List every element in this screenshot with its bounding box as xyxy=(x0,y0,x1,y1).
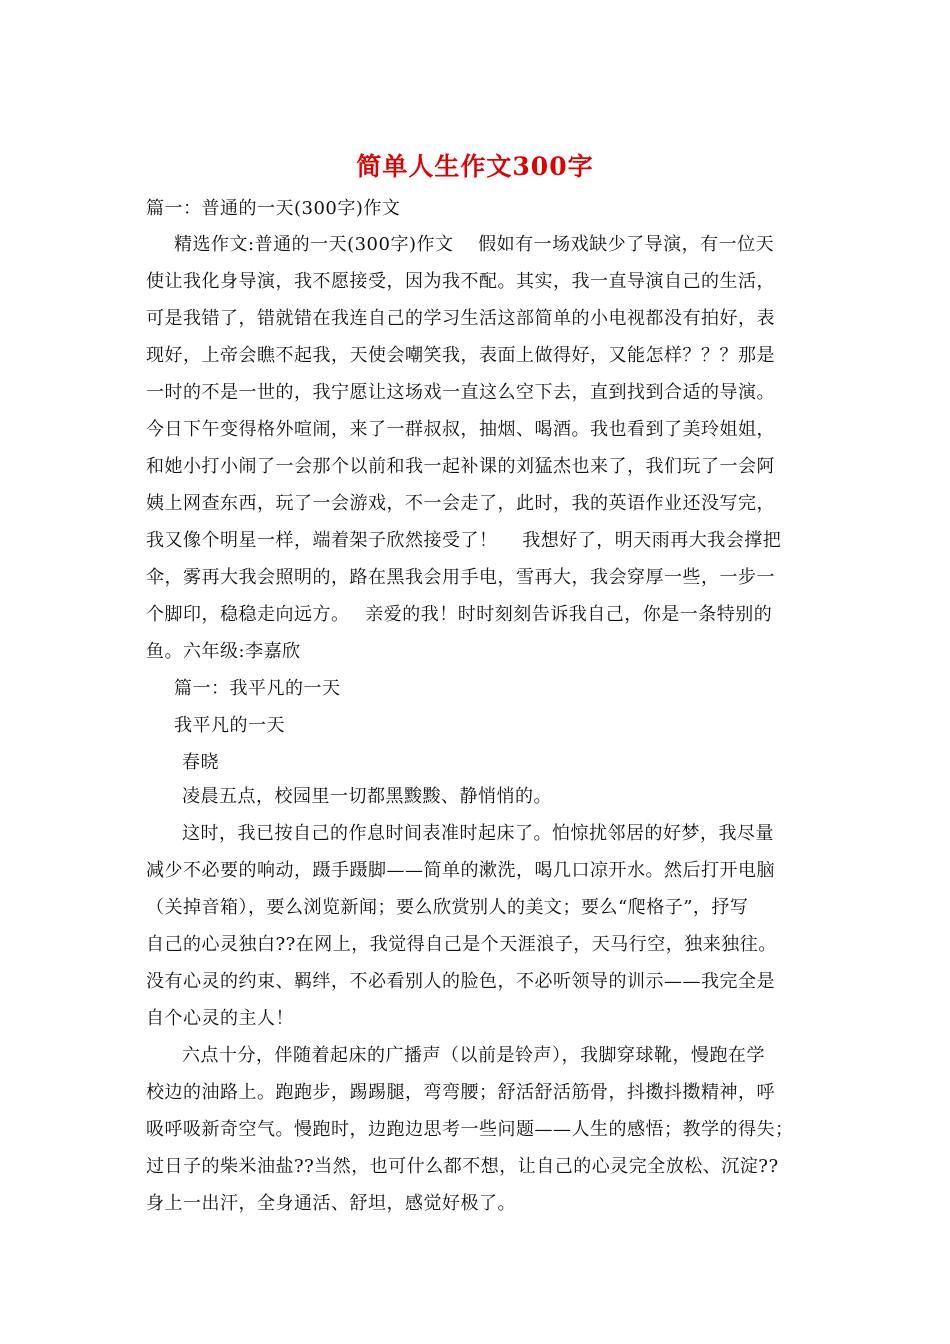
text-line: 这时，我已按自己的作息时间表准时起床了。怕惊扰邻居的好梦，我尽量 xyxy=(182,823,774,844)
text-line: 一时的不是一世的，我宁愿让这场戏一直这么空下去，直到找到合适的导演。 xyxy=(146,382,775,403)
text-line: 过日子的柴米油盐??当然，也可什么都不想，让自己的心灵完全放松、沉淀?? xyxy=(146,1156,779,1177)
text-line: 现好，上帝会瞧不起我，天使会嘲笑我，表面上做得好，又能怎样？？？那是 xyxy=(146,345,775,366)
essay-title: 我平凡的一天 xyxy=(174,715,285,736)
text-line: 姨上网查东西，玩了一会游戏，不一会走了，此时，我的英语作业还没写完， xyxy=(146,493,775,514)
text-line: 六点十分，伴随着起床的广播声（以前是铃声），我脚穿球靴，慢跑在学 xyxy=(182,1045,765,1066)
text-line: 和她小打小闹了一会那个以前和我一起补课的刘猛杰也来了，我们玩了一会阿 xyxy=(146,456,775,477)
text-line: 精选作文:普通的一天(300字)作文 假如有一场戏缺少了导演，有一位天 xyxy=(174,234,775,255)
text-line: 鱼。六年级:李嘉欣 xyxy=(146,641,301,662)
text-line: 伞，雾再大我会照明的，路在黑我会用手电，雪再大，我会穿厚一些，一步一 xyxy=(146,567,775,588)
text-line: 自己的心灵独白??在网上，我觉得自己是个天涯浪子，天马行空，独来独往。 xyxy=(146,934,777,955)
author-name: 春晓 xyxy=(182,752,219,773)
text-line: 可是我错了，错就错在我连自己的学习生活这部简单的小电视都没有拍好，表 xyxy=(146,308,775,329)
text-line: 减少不必要的响动，蹑手蹑脚——简单的漱洗，喝几口凉开水。然后打开电脑 xyxy=(146,860,775,881)
text-line: 我又像个明星一样，端着架子欣然接受了！ 我想好了，明天雨再大我会撑把 xyxy=(146,530,782,551)
text-line: （关掉音箱），要么浏览新闻；要么欣赏别人的美文；要么“爬格子”，抒写 xyxy=(146,897,749,918)
text-line: 使让我化身导演，我不愿接受，因为我不配。其实，我一直导演自己的生活， xyxy=(146,271,775,292)
text-line: 今日下午变得格外喧闹，来了一群叔叔，抽烟、喝酒。我也看到了美玲姐姐， xyxy=(146,419,775,440)
text-line: 身上一出汗，全身通活、舒坦，感觉好极了。 xyxy=(146,1193,516,1214)
text-line: 凌晨五点，校园里一切都黑黢黢、静悄悄的。 xyxy=(182,786,552,807)
text-line: 校边的油路上。跑跑步，踢踢腿，弯弯腰；舒活舒活筋骨，抖擞抖擞精神，呼 xyxy=(146,1082,775,1103)
section-heading: 篇一：我平凡的一天 xyxy=(174,678,341,699)
text-line: 吸呼吸新奇空气。慢跑时，边跑边思考一些问题——人生的感悟；教学的得失； xyxy=(146,1119,794,1140)
text-line: 篇一：普通的一天(300字)作文 xyxy=(146,198,401,219)
text-line: 没有心灵的约束、羁绊，不必看别人的脸色，不必听领导的训示——我完全是 xyxy=(146,971,775,992)
text-line: 自个心灵的主人！ xyxy=(146,1008,294,1029)
document-title: 简单人生作文300字 xyxy=(356,152,594,181)
text-line: 个脚印，稳稳走向远方。 亲爱的我！时时刻刻告诉我自己，你是一条特别的 xyxy=(146,604,773,625)
